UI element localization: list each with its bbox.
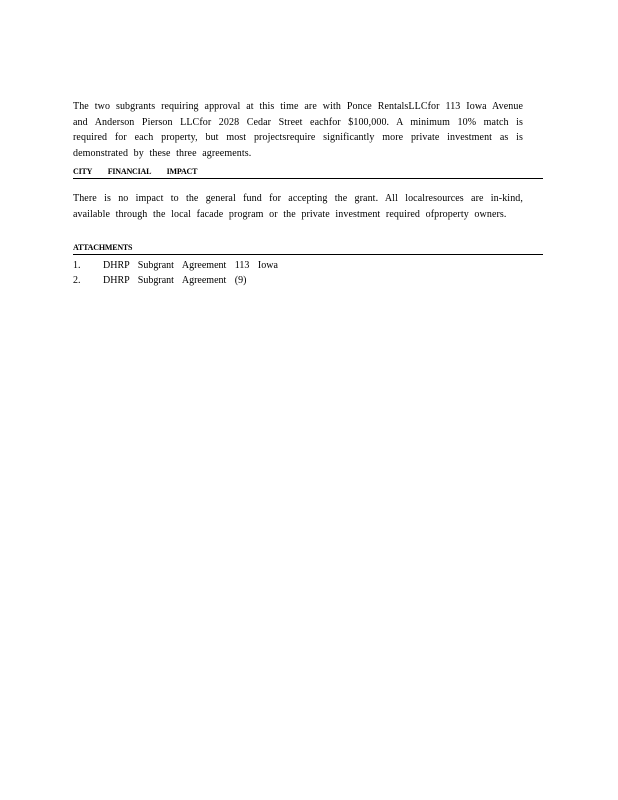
attachment-number: 2. xyxy=(73,275,81,286)
attachment-number: 1. xyxy=(73,260,81,271)
financial-impact-paragraph: There is no impact to the general fund for accepting the grant. All localresources are in-kind, available through the local facade program or the private investment required ofproperty owners. xyxy=(73,193,523,220)
intro-paragraph: The two subgrants requiring approval at this time are with Ponce RentalsLLCfor 113 Iowa Avenue and Anderson Pierson LLCfor 2028 Cedar Street eachfor $100,000. A minimum 10% match is required for each property, but most projectsrequire significantly more private investment as is demonstrated by these three agreements. xyxy=(73,101,523,159)
attachment-title: DHRP Subgrant Agreement (9) xyxy=(103,275,247,286)
financial-impact-heading: CITY FINANCIAL IMPACT xyxy=(73,167,543,179)
attachment-item xyxy=(73,273,513,288)
attachment-title: DHRP Subgrant Agreement 113 Iowa xyxy=(103,260,278,271)
attachments-list xyxy=(73,258,513,288)
attachments-heading: ATTACHMENTS xyxy=(73,243,543,255)
attachment-item xyxy=(73,258,513,273)
